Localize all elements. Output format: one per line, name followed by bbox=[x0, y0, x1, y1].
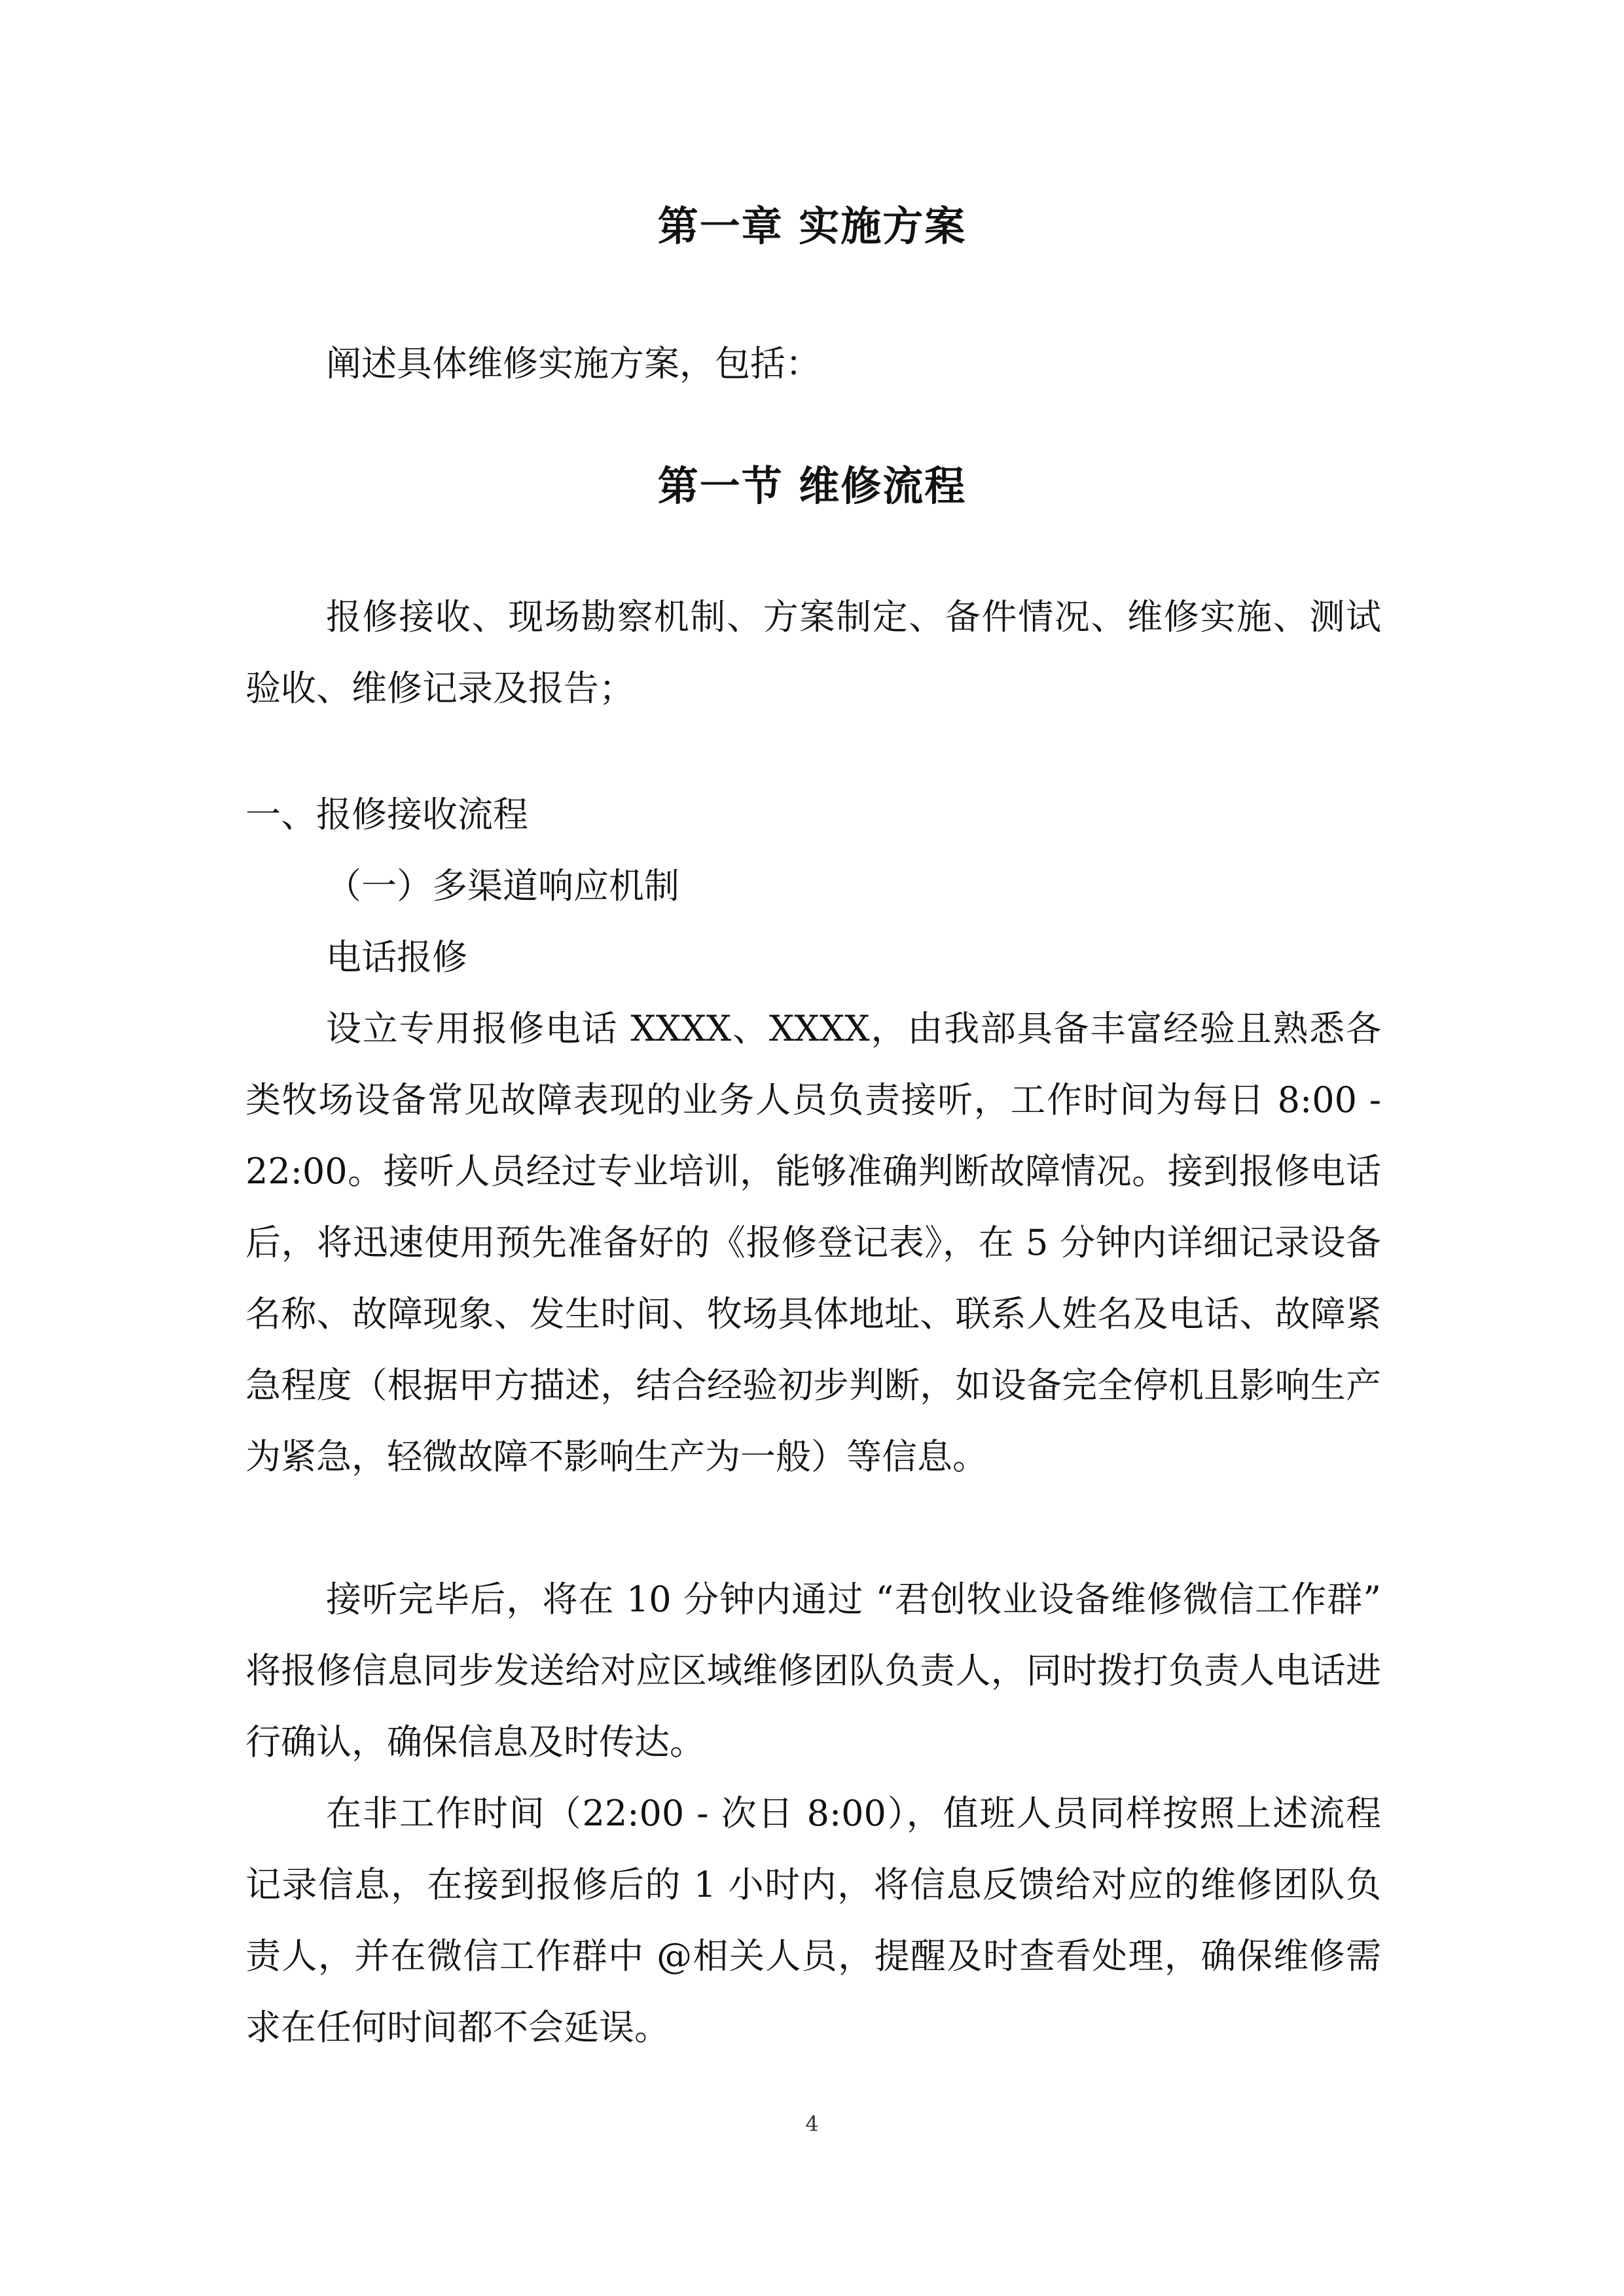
section-title: 第一节 维修流程 bbox=[657, 462, 967, 510]
paragraph-wechat-sync: 接听完毕后，将在 10 分钟内通过 “君创牧业设备维修微信工作群” 将报修信息同步发送给对应区域维修团队负责人，同时拨打负责人电话进行确认，确保信息及时传达。 bbox=[245, 1579, 1381, 1763]
paragraph-off-hours: 在非工作时间（22:00 - 次日 8:00），值班人员同样按照上述流程记录信息，在接到报修后的 1 小时内，将信息反馈给对应的维修团队负责人，并在微信工作群中 @相关人员，提醒及时查看处理，确保维修需求在任何时间都不会延误。 bbox=[245, 1793, 1381, 2048]
intro-text: 阐述具体维修实施方案，包括： bbox=[326, 343, 821, 384]
subsection-item: （一）多渠道响应机制 bbox=[326, 865, 679, 906]
subsection-title: 一、报修接收流程 bbox=[245, 794, 528, 835]
page-number: 4 bbox=[805, 2111, 819, 2136]
chapter-title: 第一章 实施方案 bbox=[657, 202, 967, 250]
section-summary: 报修接收、现场勘察机制、方案制定、备件情况、维修实施、测试验收、维修记录及报告； bbox=[245, 596, 1381, 709]
paragraph-phone-repair: 设立专用报修电话 XXXX、XXXX，由我部具备丰富经验且熟悉各类牧场设备常见故障表现的业务人员负责接听，工作时间为每日 8:00 - 22:00。接听人员经过专业培训，能够准确判断故障情况。接到报修电话后，将迅速使用预先准备好的《报修登记表》，在 5 分钟内详细记录设备名称、故障现象、发生时间、牧场具体地址、联系人姓名及电话、故障紧急程度（根据甲方描述，结合经验初步判断，如设备完全停机且影响生产为紧急，轻微故障不影响生产为一般）等信息。 bbox=[245, 1008, 1381, 1477]
channel-title: 电话报修 bbox=[326, 937, 467, 978]
